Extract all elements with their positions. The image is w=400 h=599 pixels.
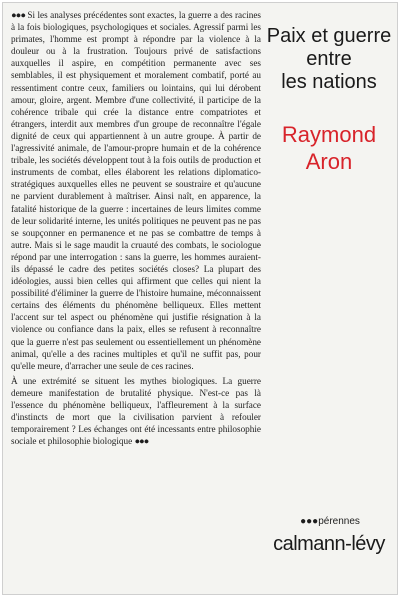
book-author <box>261 121 397 175</box>
trail-bullet-dots: ●●● <box>134 436 149 447</box>
book-title <box>261 25 397 94</box>
blurb-text-1: Si les analyses précédentes sont exactes, la guerre a des racines à la fois biologiques, psychologiques et sociales. Agressif parmi les primates, l'homme est prompt à répondre par la violence à la douleur ou à la frustration. Toujours privé de satisfactions auxquelles il aspire, en compétition permanente avec ses semblables, il est physiquement et moralement combatif, porté au ressentiment contre ceux, familiers ou lointains, qui lui dérobent amour, gloire, argent. Membre d'une collectivité, il participe de la cohérence tribale qui crée la distance entre compatriotes et étrangers, interdit aux membres d'un groupe de reconnaître l'égale dignité de ceux qui appartiennent à un autre groupe. À partir de l'agressivité animale, de l'amour-propre humain et de la cohérence tribale, les sociétés développent tout à la fois outils de production et instruments de combat, elles élaborent les relations diplomatico-stratégiques auxquelles elles ne peuvent se soustraire et qu'aucune ne parvient durablement à maîtriser. Ainsi naît, en apparence, la fatalité historique de la guerre : incertaines de leurs limites comme de leur solidarité interne, les unités politiques ne peuvent pas ne pas se soupçonner en permanence et ne pas se combattre de temps à autre. Mais si le sage maudit la cruauté des combats, le sociologue répond par une interrogation : sans la guerre, les hommes auraient-ils dépassé le cadre des petites sociétés closes? La plupart des idéologies, aussi bien celles qui affirment que celles qui nient la possibilité d'éliminer la guerre de l'histoire humaine, méconnaissent certains des éléments du phénomène belliqueux. Elles mettent l'accent sur tel aspect ou phénomène qui justifie résignation à la violence ou confiance dans la paix, elles se refusent à reconnaître que la guerre n'est pas seulement ou essentiellement un phénomène animal, qu'elle a des racines multiples et qu'il ne suffit pas, pour qu'elle meure, d'arracher une seule de ces racines. <box>11 10 261 371</box>
book-cover <box>2 2 398 595</box>
title-line: Paix et guerre <box>266 25 392 47</box>
title-line: les nations <box>281 71 377 93</box>
blurb-text-2: À une extrémité se situent les mythes biologiques. La guerre demeure manifestation de brutalité physique. N'est-ce pas là l'essence du phénomène belliqueux, l'affleurement à la surface d'instincts de mort que la civilisation parvient à refouler temporairement ? Les échanges ont été incessants entre philosophie sociale et philosophie biologique <box>11 375 261 447</box>
title-line: entre <box>306 48 352 70</box>
lead-bullet-dots: ●●● <box>11 10 25 20</box>
collection-name: ●●●pérennes <box>300 516 360 527</box>
author-first-name: Raymond <box>281 122 377 147</box>
blurb-paragraph-1 <box>11 9 261 372</box>
back-cover-blurb <box>11 9 261 589</box>
publisher-name: calmann-lévy <box>273 533 385 555</box>
blurb-paragraph-2 <box>11 375 261 448</box>
author-last-name: Aron <box>305 149 353 174</box>
